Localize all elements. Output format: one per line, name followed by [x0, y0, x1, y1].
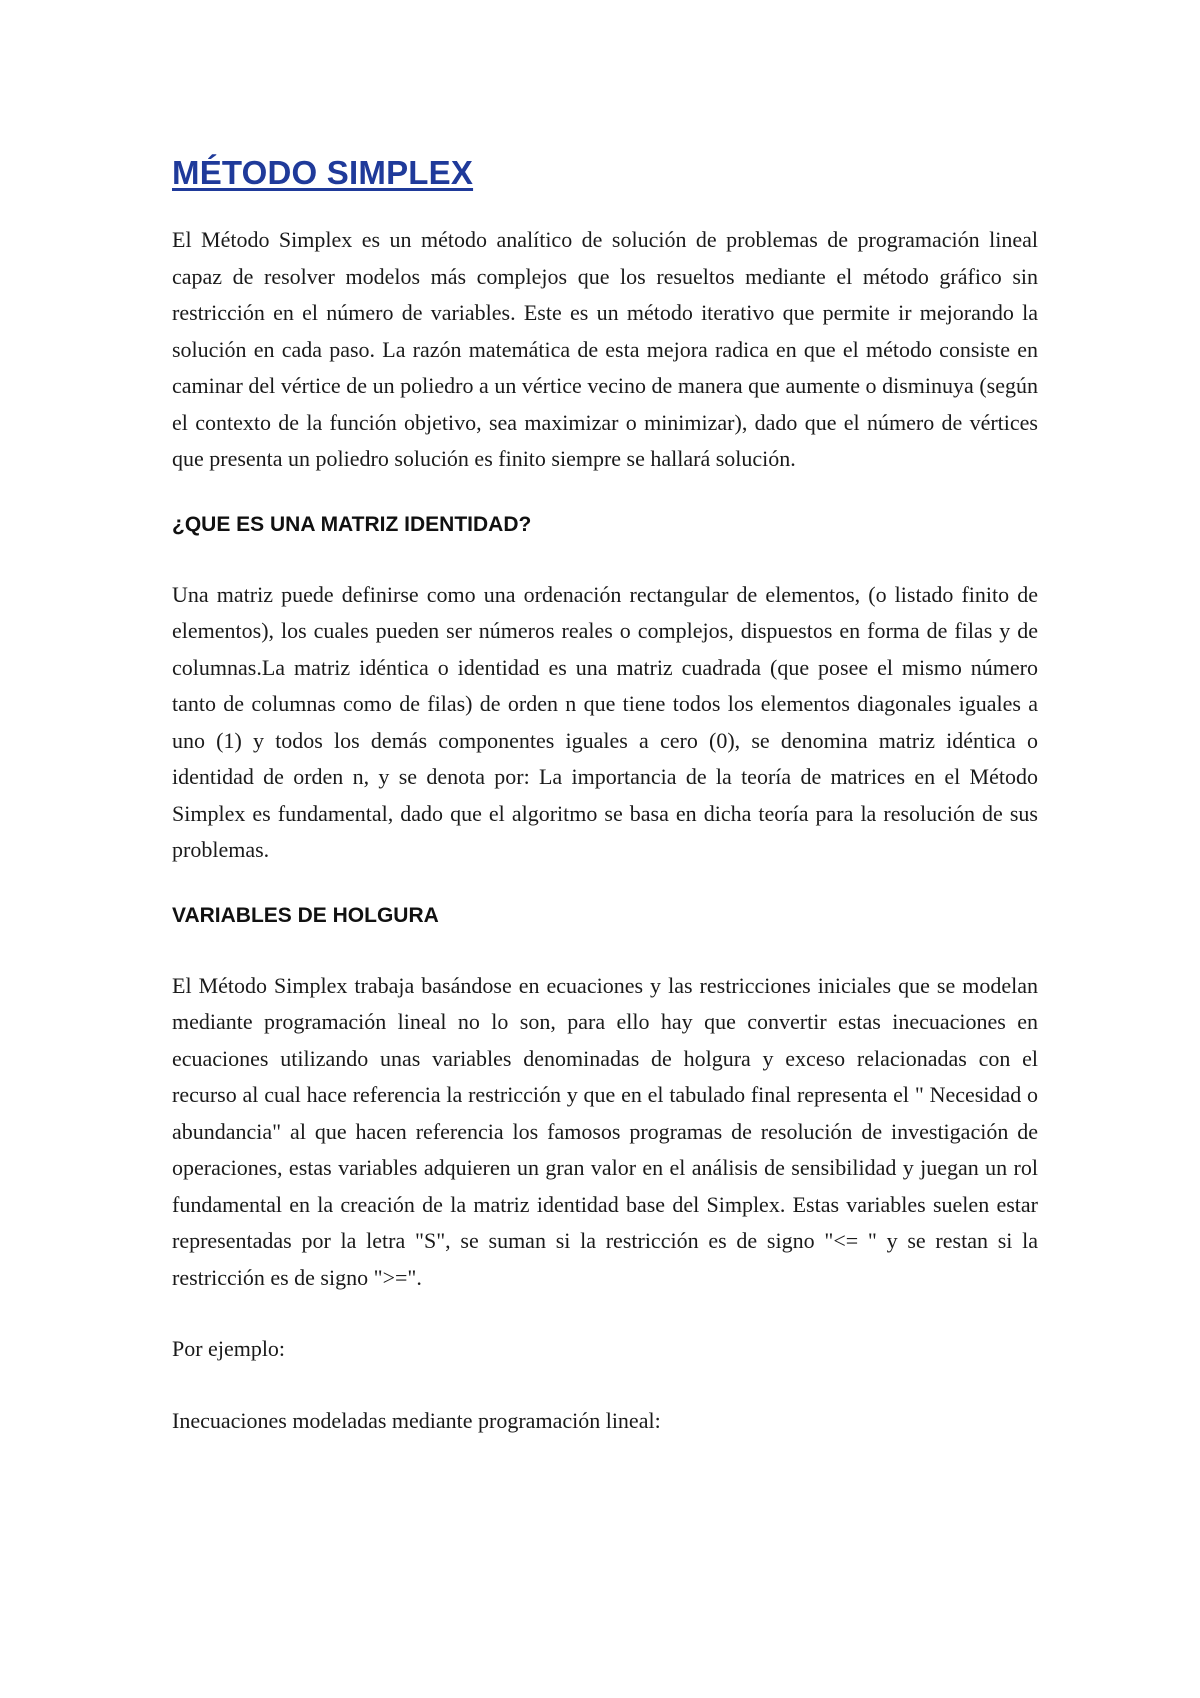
intro-paragraph: El Método Simplex es un método analítico de solución de problemas de programación lineal capaz de resolver modelos más complejos que los resueltos mediante el método gráfico sin restricción en el número de variables. Este es un método iterativo que permite ir mejorando la solución en cada paso. La razón matemática de esta mejora radica en que el método consiste en caminar del vértice de un poliedro a un vértice vecino de manera que aumente o disminuya (según el contexto de la función objetivo, sea maximizar o minimizar), dado que el número de vértices que presenta un poliedro solución es finito siempre se hallará solución.	[172, 227, 1038, 471]
matriz-identidad-paragraph: Una matriz puede definirse como una ordenación rectangular de elementos, (o listado finito de elementos), los cuales pueden ser números reales o complejos, dispuestos en forma de filas y de columnas.La matriz idéntica o identidad es una matriz cuadrada (que posee el mismo número tanto de columnas como de filas) de orden n que tiene todos los elementos diagonales iguales a uno (1) y todos los demás componentes iguales a cero (0), se denomina matriz idéntica o identidad de orden n, y se denota por: La importancia de la teoría de matrices en el Método Simplex es fundamental, dado que el algoritmo se basa en dicha teoría para la resolución de sus problemas.	[172, 581, 1038, 862]
document-title: MÉTODO SIMPLEX	[172, 154, 474, 191]
section-heading-variables-holgura: VARIABLES DE HOLGURA	[172, 903, 439, 927]
document-page	[172, 140, 1038, 1474]
example-label: Por ejemplo:	[172, 1336, 286, 1361]
inequalities-label: Inecuaciones modeladas mediante programación lineal:	[172, 1407, 661, 1433]
variables-holgura-paragraph: El Método Simplex trabaja basándose en ecuaciones y las restricciones iniciales que se modelan mediante programación lineal no lo son, para ello hay que convertir estas inecuaciones en ecuaciones utilizando unas variables denominadas de holgura y exceso relacionadas con el recurso al cual hace referencia la restricción y que en el tabulado final representa el " Necesidad o abundancia" al que hacen referencia los famosos programas de resolución de investigación de operaciones, estas variables adquieren un gran valor en el análisis de sensibilidad y juegan un rol fundamental en la creación de la matriz identidad base del Simplex. Estas variables suelen estar representadas por la letra "S", se suman si la restricción es de signo "<= " y se restan si la restricción es de signo ">=".	[172, 972, 1038, 1290]
section-heading-matriz-identidad: ¿QUE ES UNA MATRIZ IDENTIDAD?	[172, 512, 532, 536]
